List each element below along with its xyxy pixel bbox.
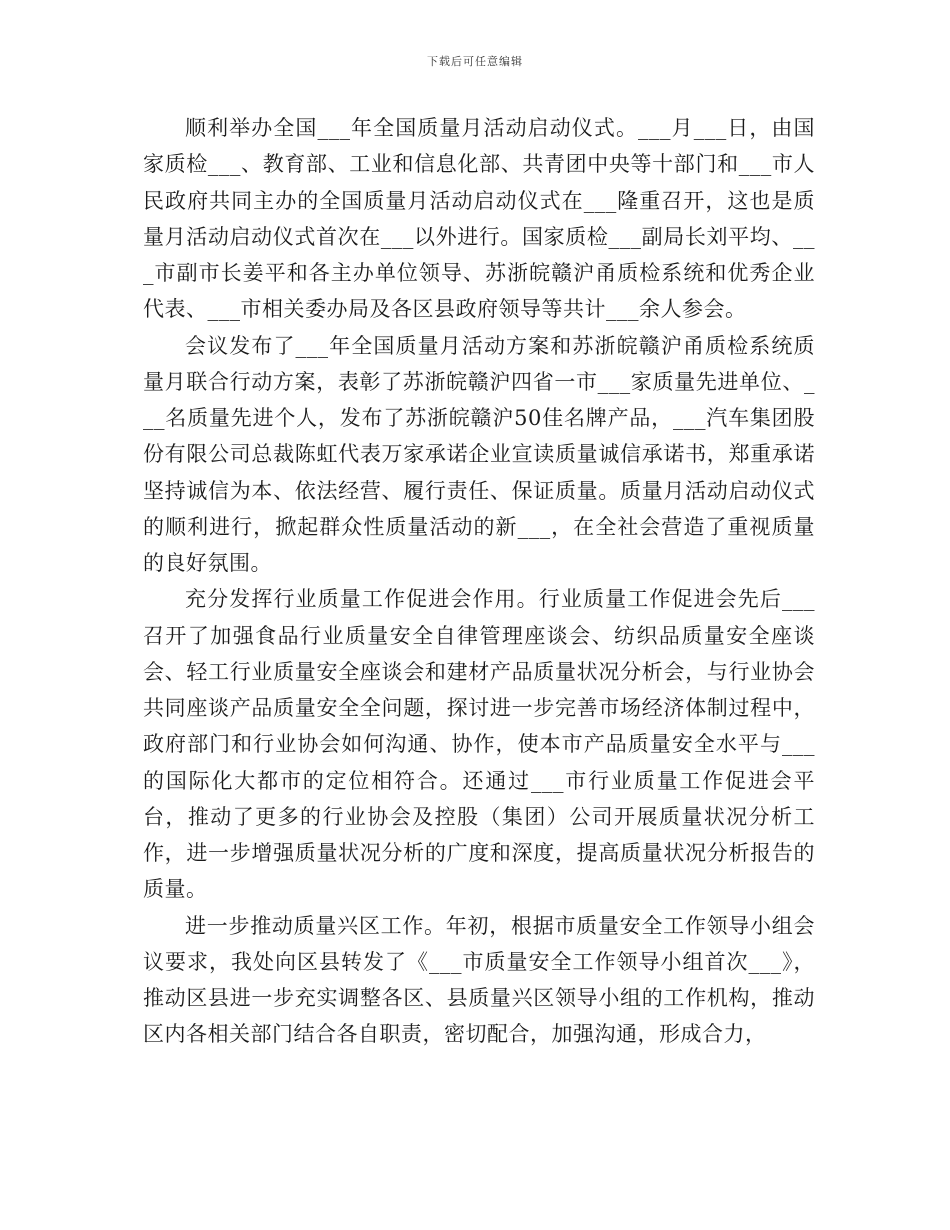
paragraph-quality-month-launch: 顺利举办全国___年全国质量月活动启动仪式。___月___日，由国家质检___、教育部、工业和信息化部、共青团中央等十部门和___市人民政府共同主办的全国质量月活动启动仪式在___隆重召开，这也是质量月活动启动仪式首次在___以外进行。国家质检___副局长刘平均、___市副市长姜平和各主办单位领导、苏浙皖赣沪甬质检系统和优秀企业代表、___市相关委办局及各区县政府领导等共计___余人参会。 — [143, 116, 815, 322]
paragraph-industry-promotion: 充分发挥行业质量工作促进会作用。行业质量工作促进会先后___召开了加强食品行业质量安全自律管理座谈会、纺织品质量安全座谈会、轻工行业质量安全座谈会和建材产品质量状况分析会，与行业协会共同座谈产品质量安全全问题，探讨进一步完善市场经济体制过程中，政府部门和行业协会如何沟通、协作，使本市产品质量安全水平与___的国际化大都市的定位相符合。还通过___市行业质量工作促进会平台，推动了更多的行业协会及控股（集团）公司开展质量状况分析工作，进一步增强质量状况分析的广度和深度，提高质量状况分析报告的质量。 — [143, 587, 815, 902]
page-header-note: 下载后可任意编辑 — [427, 55, 523, 68]
paragraph-meeting-release: 会议发布了___年全国质量月活动方案和苏浙皖赣沪甬质检系统质量月联合行动方案，表彰了苏浙皖赣沪四省一市___家质量先进单位、___名质量先进个人，发布了苏浙皖赣沪50佳名牌产品，___汽车集团股份有限公司总裁陈虹代表万家承诺企业宣读质量诚信承诺书，郑重承诺坚持诚信为本、依法经营、履行责任、保证质量。质量月活动启动仪式的顺利进行，掀起群众性质量活动的新___，在全社会营造了重视质量的良好氛围。 — [143, 333, 815, 575]
paragraph-quality-district: 进一步推动质量兴区工作。年初，根据市质量安全工作领导小组会议要求，我处向区县转发了《___市质量安全工作领导小组首次___》，推动区县进一步充实调整各区、县质量兴区领导小组的工作机构，推动区内各相关部门结合各自职责，密切配合，加强沟通，形成合力， — [143, 913, 815, 1047]
document-body — [143, 110, 815, 1053]
